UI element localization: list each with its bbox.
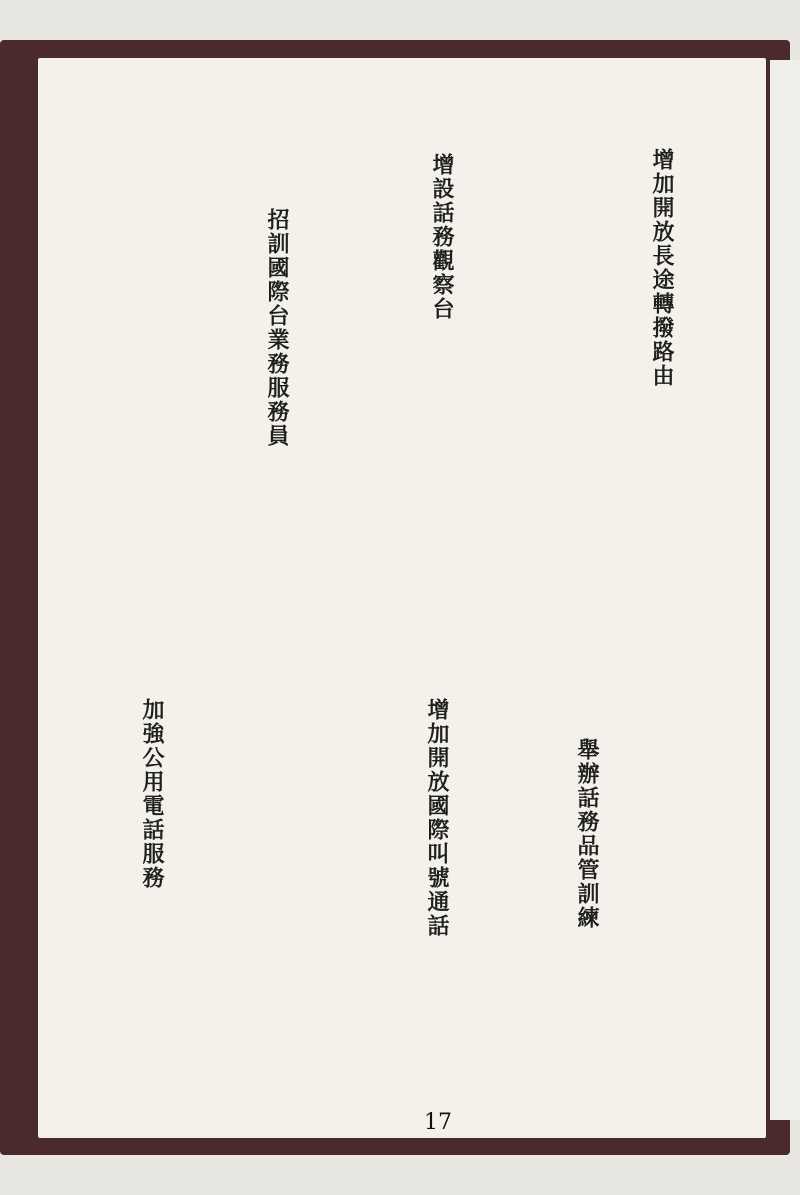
- adjacent-page-edge: [770, 60, 800, 1120]
- heading-observation-desk: 增設話務觀察台: [429, 153, 455, 321]
- heading-intl-staff: 招訓國際台業務服務員: [264, 208, 290, 448]
- heading-public-phone: 加強公用電話服務: [139, 698, 165, 890]
- heading-qc-training: 舉辦話務品管訓練: [574, 738, 600, 930]
- heading-intl-call: 增加開放國際叫號通話: [424, 698, 450, 938]
- page-number: 17: [424, 1110, 452, 1135]
- book-page: [38, 58, 766, 1138]
- heading-long-distance: 增加開放長途轉撥路由: [649, 148, 675, 388]
